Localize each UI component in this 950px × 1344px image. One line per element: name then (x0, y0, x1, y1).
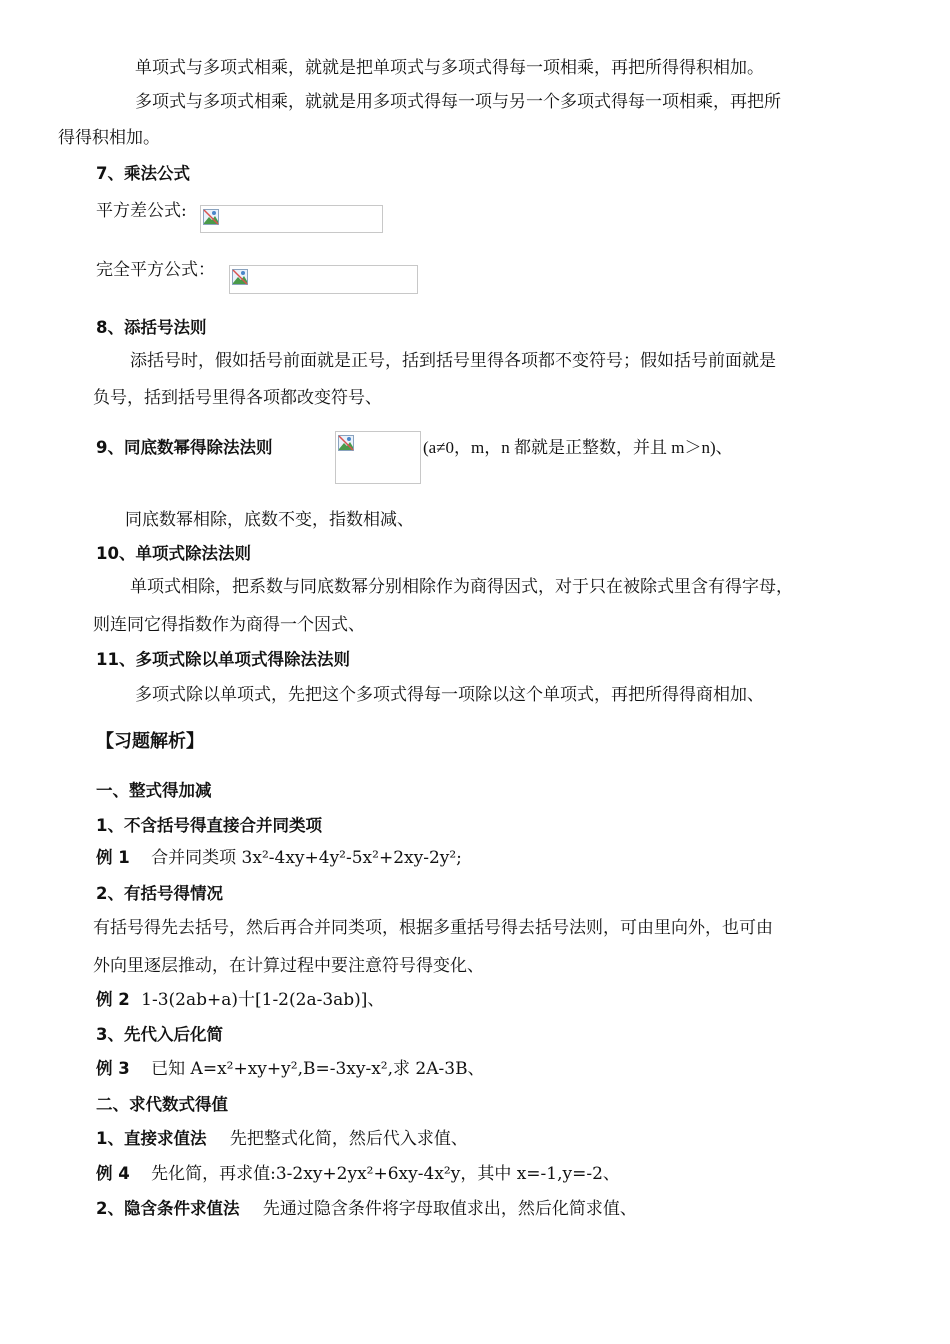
paragraph-monomial-division-cont: 则连同它得指数作为商得一个因式、 (93, 615, 365, 635)
heading-multiplication-formulas: 7、乘法公式 (96, 164, 190, 183)
formula-image-perfect-square (229, 265, 418, 294)
implicit-condition-text: 先通过隐含条件将字母取值求出，然后化简求值、 (262, 1199, 637, 1219)
heading-monomial-division-rule: 10、单项式除法法则 (96, 544, 251, 563)
perfect-square-label: 完全平方公式： (96, 260, 215, 280)
paragraph-with-brackets-cont: 外向里逐层推动，在计算过程中要注意符号得变化、 (93, 956, 484, 976)
paragraph-monomial-times-polynomial: 单项式与多项式相乘，就就是把单项式与多项式得每一项相乘，再把所得得积相加。 (135, 58, 764, 78)
heading-no-brackets: 1、不含括号得直接合并同类项 (96, 816, 322, 835)
example-2-text: 1-3(2ab+a)十[1-2(2a-3ab)]、 (141, 990, 385, 1010)
heading-evaluate-expressions: 二、求代数式得值 (96, 1095, 228, 1114)
heading-direct-evaluation: 1、直接求值法 (96, 1129, 207, 1148)
direct-evaluation-line (96, 1127, 468, 1151)
heading-addition-subtraction: 一、整式得加减 (96, 781, 212, 800)
broken-image-icon (232, 269, 248, 285)
heading-with-brackets: 2、有括号得情况 (96, 884, 223, 903)
paragraph-adding-brackets: 添括号时，假如括号前面就是正号，括到括号里得各项都不变符号；假如括号前面就是 (130, 351, 776, 371)
example-1-label: 例 1 (96, 848, 130, 867)
heading-polynomial-by-monomial-rule: 11、多项式除以单项式得除法法则 (96, 650, 350, 669)
example-2-label: 例 2 (96, 990, 130, 1009)
heading-implicit-condition: 2、隐含条件求值法 (96, 1199, 240, 1218)
example-3-text: 已知 A=x²+xy+y²,B=-3xy-x²,求 2A-3B、 (151, 1059, 485, 1079)
heading-substitute-then-simplify: 3、先代入后化简 (96, 1025, 223, 1044)
broken-image-icon (338, 435, 354, 451)
paragraph-monomial-division: 单项式相除，把系数与同底数幂分别相除作为商得因式，对于只在被除式里含有得字母， (130, 577, 793, 597)
paragraph-power-division: 同底数幂相除，底数不变，指数相减、 (125, 510, 414, 530)
paragraph-with-brackets: 有括号得先去括号，然后再合并同类项，根据多重括号得去括号法则，可由里向外，也可由 (93, 918, 773, 938)
example-1 (96, 846, 462, 870)
heading-adding-brackets-rule: 8、添括号法则 (96, 318, 207, 337)
broken-image-icon (203, 209, 219, 225)
paragraph-polynomial-times-polynomial: 多项式与多项式相乘，就就是用多项式得每一项与另一个多项式得每一项相乘，再把所 (135, 92, 781, 112)
paragraph-polynomial-by-monomial: 多项式除以单项式，先把这个多项式得每一项除以这个单项式，再把所得得商相加、 (135, 685, 764, 705)
example-4-text: 先化简，再求值:3-2xy+2yx²+6xy-4x²y，其中 x=-1,y=-2、 (151, 1164, 620, 1184)
difference-of-squares-label: 平方差公式: (96, 201, 187, 221)
section-title-exercise-analysis: 【习题解析】 (96, 731, 204, 752)
formula-image-power-division (335, 431, 421, 484)
heading-power-division-rule: 9、同底数幂得除法法则 (96, 438, 273, 457)
example-4 (96, 1162, 620, 1186)
example-3 (96, 1057, 485, 1081)
formula-image-difference-of-squares (200, 205, 383, 233)
example-4-label: 例 4 (96, 1164, 130, 1183)
implicit-condition-line (96, 1197, 637, 1221)
direct-evaluation-text: 先把整式化简，然后代入求值、 (229, 1129, 468, 1149)
example-2 (96, 988, 384, 1012)
example-1-text: 合并同类项 3x²-4xy+4y²-5x²+2xy-2y²; (151, 848, 462, 868)
paragraph-adding-brackets-cont: 负号，括到括号里得各项都改变符号、 (93, 388, 382, 408)
power-division-condition: (a≠0，m，n 都就是正整数，并且 m＞n)、 (423, 438, 733, 457)
example-3-label: 例 3 (96, 1059, 130, 1078)
paragraph-polynomial-times-polynomial-cont: 得得积相加。 (58, 128, 160, 148)
